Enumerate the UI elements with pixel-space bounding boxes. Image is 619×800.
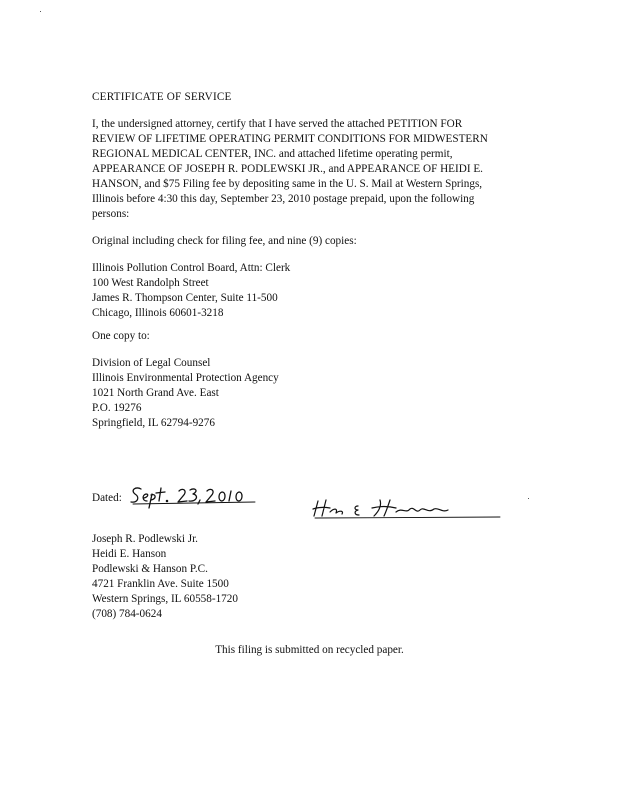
certification-line: persons:	[92, 208, 130, 220]
address-line: Springfield, IL 62794-9276	[92, 417, 215, 429]
certificate-heading: CERTIFICATE OF SERVICE	[92, 91, 232, 103]
scan-speck	[528, 498, 529, 499]
address-line: Illinois Pollution Control Board, Attn: Clerk	[92, 262, 291, 274]
address-line: Division of Legal Counsel	[92, 357, 211, 369]
address-line: P.O. 19276	[92, 402, 142, 414]
sender-line: Heidi E. Hanson	[92, 548, 167, 560]
certification-line: Illinois before 4:30 this day, September 23, 2010 postage prepaid, upon the following	[92, 193, 475, 205]
dated-label: Dated:	[92, 491, 122, 504]
sender-address	[92, 532, 238, 622]
address-line: Illinois Environmental Protection Agency	[92, 372, 279, 384]
address-line: 1021 North Grand Ave. East	[92, 387, 219, 399]
sender-line: Joseph R. Podlewski Jr.	[92, 533, 198, 545]
original-copies-text: Original including check for filing fee, and nine (9) copies:	[92, 235, 357, 247]
certification-line: REGIONAL MEDICAL CENTER, INC. and attached lifetime operating permit,	[92, 148, 453, 160]
sender-line: 4721 Franklin Ave. Suite 1500	[92, 578, 229, 590]
recipient-address-1	[92, 261, 290, 321]
address-line: Chicago, Illinois 60601-3218	[92, 307, 224, 319]
certification-line: APPEARANCE OF JOSEPH R. PODLEWSKI JR., and APPEARANCE OF HEIDI E.	[92, 163, 483, 175]
signature-image	[310, 496, 505, 522]
scan-speck	[40, 11, 41, 12]
copy-label-text: One copy to:	[92, 330, 150, 342]
attorney-signature	[310, 496, 505, 522]
dated-line	[92, 487, 257, 507]
handwritten-date	[127, 487, 257, 509]
recycled-paper-note: This filing is submitted on recycled paper.	[215, 644, 404, 656]
address-line: James R. Thompson Center, Suite 11-500	[92, 292, 278, 304]
sender-line: (708) 784-0624	[92, 608, 162, 620]
sender-line: Podlewski & Hanson P.C.	[92, 563, 208, 575]
address-line: 100 West Randolph Street	[92, 277, 209, 289]
recipient-address-2	[92, 356, 279, 431]
certification-paragraph	[92, 117, 532, 222]
original-copies-label	[92, 234, 357, 249]
certification-line: I, the undersigned attorney, certify that I have served the attached PETITION FOR	[92, 118, 463, 130]
handwritten-date-image	[127, 483, 257, 509]
certification-line: REVIEW OF LIFETIME OPERATING PERMIT CONDITIONS FOR MIDWESTERN	[92, 133, 488, 145]
certification-line: HANSON, and $75 Filing fee by depositing same in the U. S. Mail at Western Springs,	[92, 178, 483, 190]
copy-label	[92, 329, 150, 344]
sender-line: Western Springs, IL 60558-1720	[92, 593, 238, 605]
